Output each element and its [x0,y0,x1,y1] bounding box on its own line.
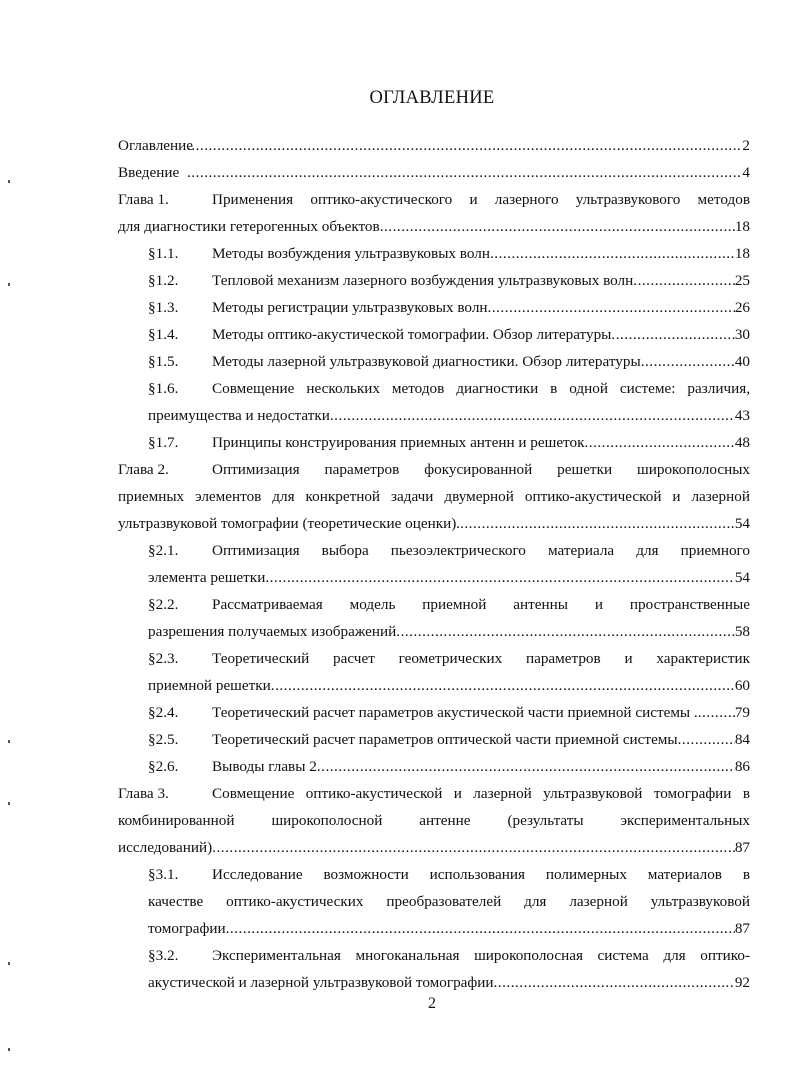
toc-entry-text: Методы возбуждения ультразвуковых волн [212,245,490,262]
toc-entry-label: §2.4. [148,704,179,721]
toc-entry-text: приемной решетки [148,677,271,694]
toc-entry-line[interactable] [118,861,750,888]
toc-entry-page: 18 [734,245,750,262]
scan-speck [8,962,10,965]
toc-entry-page: 18 [734,218,750,235]
toc-entry-label: Оглавление [118,137,194,154]
toc-entry-text: Совмещение оптико-акустической и лазерной ультразвуковой томографии в [212,785,750,802]
toc-entry-label: §2.2. [148,596,179,613]
toc-entry-line[interactable] [118,888,750,915]
dot-leader [380,213,735,240]
toc-entry-text: Принципы конструирования приемных антенн и решеток [212,434,585,451]
toc-entry-text: элемента решетки [148,569,266,586]
dot-leader [187,132,742,159]
toc-entry-label: §3.1. [148,866,179,883]
toc-entry-label: §1.6. [148,380,179,397]
dot-leader [187,159,742,186]
toc-entry-label: §1.3. [148,299,179,316]
toc-entry-line[interactable] [118,969,750,996]
toc-entry-line[interactable] [118,510,750,537]
toc-entry-page: 54 [734,569,750,586]
toc-entry-text: Методы оптико-акустической томографии. Обзор литературы [212,326,612,343]
toc-entry-line[interactable] [118,942,750,969]
toc-entry-page: 26 [734,299,750,316]
toc-entry-line[interactable] [118,807,750,834]
scan-speck [8,283,10,286]
toc-entry-label: §1.5. [148,353,179,370]
toc-entry-page: 2 [742,137,750,154]
toc-entry-line[interactable] [118,780,750,807]
dot-leader [611,321,734,348]
toc-entry-label: §2.3. [148,650,179,667]
toc-entry-text: акустической и лазерной ультразвуковой томографии [148,974,494,991]
toc-entry-line[interactable] [118,186,750,213]
toc-entry-page: 87 [734,920,750,937]
toc-entry-line[interactable] [118,834,750,861]
toc-entry-page: 92 [734,974,750,991]
toc-entry-line[interactable] [118,456,750,483]
toc-entry-label: §2.1. [148,542,179,559]
toc-entry-line[interactable] [118,618,750,645]
toc-entry-page: 25 [734,272,750,289]
toc-entry-text: преимущества и недостатки [148,407,330,424]
dot-leader [317,753,735,780]
dot-leader [698,699,735,726]
toc-entry-label: §1.2. [148,272,179,289]
page-number: 2 [428,995,436,1012]
toc-entry-line[interactable] [118,132,750,159]
toc-entry-text: Методы регистрации ультразвуковых волн [212,299,488,316]
toc-entry-line[interactable] [118,915,750,942]
toc-entry-page: 58 [734,623,750,640]
toc-entry-label: Введение [118,164,180,181]
toc-entry-line[interactable] [118,699,750,726]
toc-entry-text: Рассматриваемая модель приемной антенны и пространственные [212,596,750,613]
toc-entry-page: 79 [734,704,750,721]
toc-entry-page: 30 [734,326,750,343]
scan-speck [8,740,10,743]
dot-leader [584,429,734,456]
toc-entry-text: Теоретический расчет параметров акустической части приемной системы . [212,704,698,721]
toc-entry-label: §2.6. [148,758,179,775]
dot-leader [396,618,735,645]
toc-entry-page: 40 [734,353,750,370]
page-title: ОГЛАВЛЕНИЕ [369,88,495,108]
toc-entry-line[interactable] [118,564,750,591]
toc-entry-page: 60 [734,677,750,694]
toc-entry-text: ультразвуковой томографии (теоретические оценки). [118,515,461,532]
dot-leader [494,969,735,996]
toc-entry-label: Глава 3. [118,785,169,802]
dot-leader [271,672,735,699]
dot-leader [633,267,735,294]
toc-entry-line[interactable] [118,645,750,672]
toc-entry-page: 87 [734,839,750,856]
dot-leader [330,402,735,429]
toc-entry-label: §1.4. [148,326,179,343]
toc-entry-line[interactable] [118,591,750,618]
dot-leader [488,294,735,321]
toc-entry-text: Совмещение нескольких методов диагностики в одной системе: различия, [212,380,750,397]
toc-entry-line[interactable] [118,267,750,294]
dot-leader [460,510,735,537]
toc-entry-line[interactable] [118,348,750,375]
toc-entry-text: Выводы главы 2 [212,758,317,775]
toc-entry-label: §2.5. [148,731,179,748]
toc-entry-text: Экспериментальная многоканальная широкополосная система для оптико- [212,947,750,964]
toc-entry-text: Теоретический расчет геометрических параметров и характеристик [212,650,750,667]
scan-speck [8,802,10,805]
toc-entry-text: Исследование возможности использования полимерных материалов в [212,866,750,883]
scan-speck [8,180,10,183]
dot-leader [265,564,734,591]
toc-entry-text: приемных элементов для конкретной задачи двумерной оптико-акустической и лазерной [118,488,750,505]
dot-leader [641,348,735,375]
toc-entry-line[interactable] [118,375,750,402]
dot-leader [212,834,735,861]
toc-entry-page: 84 [734,731,750,748]
toc-entry-text: разрешения получаемых изображений [148,623,397,640]
toc-entry-line[interactable] [118,753,750,780]
toc-entry-line[interactable] [118,294,750,321]
toc-entry-text: Методы лазерной ультразвуковой диагностики. Обзор литературы [212,353,641,370]
toc-entry-line[interactable] [118,159,750,186]
toc-entry-page: 54 [734,515,750,532]
toc-entry-text: Оптимизация параметров фокусированной решетки широкополосных [212,461,750,478]
toc-entry-label: §3.2. [148,947,179,964]
dot-leader [678,726,735,753]
dot-leader [226,915,735,942]
toc-entry-text: для диагностики гетерогенных объектов [118,218,380,235]
dot-leader [490,240,735,267]
toc-entry-text: Тепловой механизм лазерного возбуждения ультразвуковых волн [212,272,634,289]
toc-entry-line[interactable] [118,429,750,456]
toc-entry-page: 4 [742,164,750,181]
toc-entry-line[interactable] [118,213,750,240]
toc-entry-text: качестве оптико-акустических преобразователей для лазерной ультразвуковой [148,893,750,910]
toc-entry-page: 43 [734,407,750,424]
toc-entry-label: Глава 2. [118,461,169,478]
toc-entry-page: 86 [734,758,750,775]
toc-entry-page: 48 [734,434,750,451]
toc-entry-text: томографии [148,920,226,937]
table-of-contents [118,132,750,996]
toc-entry-line[interactable] [118,726,750,753]
toc-entry-text: Теоретический расчет параметров оптической части приемной системы [212,731,678,748]
toc-entry-text: Оптимизация выбора пьезоэлектрического материала для приемного [212,542,750,559]
scan-speck [8,1048,10,1051]
toc-entry-line[interactable] [118,240,750,267]
toc-entry-label: §1.7. [148,434,179,451]
toc-entry-label: §1.1. [148,245,179,262]
toc-entry-line[interactable] [118,321,750,348]
toc-entry-text: Применения оптико-акустического и лазерного ультразвукового методов [212,191,750,208]
toc-entry-line[interactable] [118,537,750,564]
toc-entry-text: комбинированной широкополосной антенне (результаты экспериментальных [118,812,750,829]
toc-entry-label: Глава 1. [118,191,169,208]
toc-entry-text: исследований) [118,839,213,856]
toc-entry-line[interactable] [118,672,750,699]
toc-entry-line[interactable] [118,402,750,429]
toc-entry-line[interactable] [118,483,750,510]
